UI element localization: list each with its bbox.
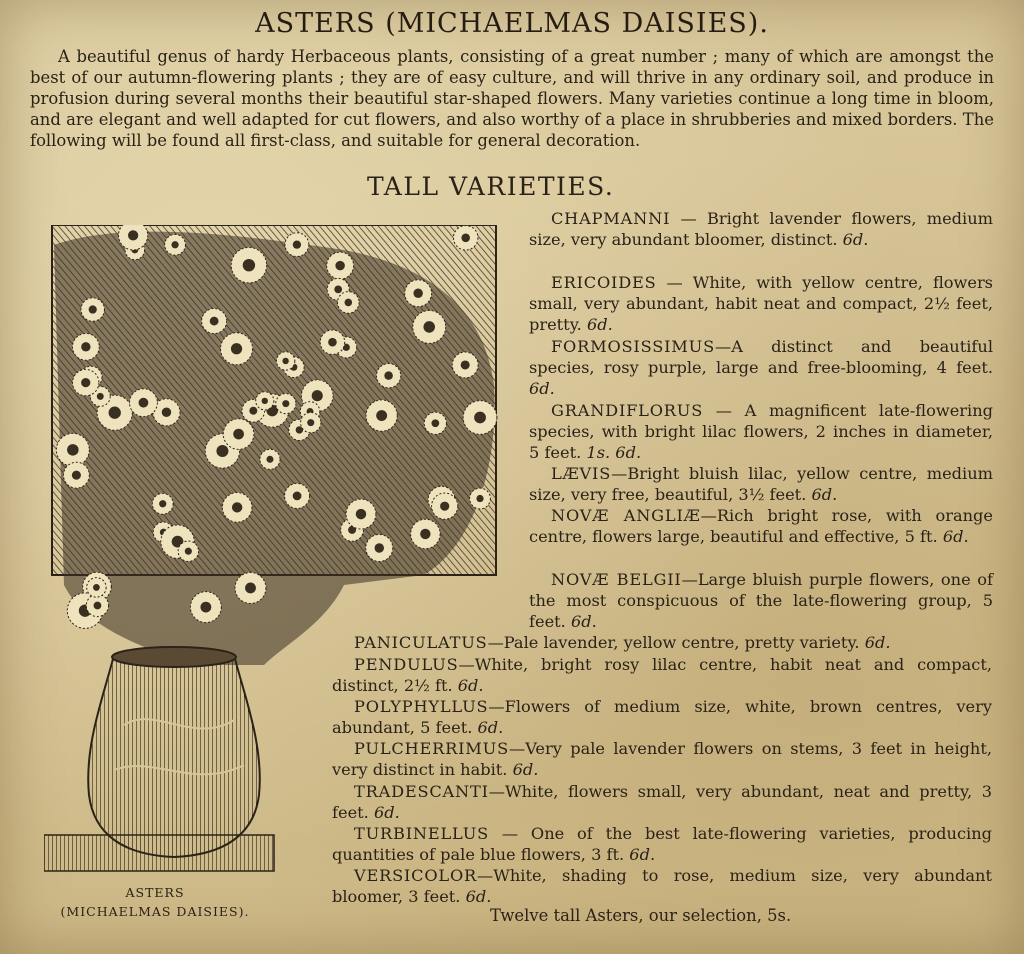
variety-description: — A magnificent late-flowering species, with bright lilac flowers, 2 inches in diameter, 5 feet. <box>529 401 993 463</box>
daisy-icon <box>223 419 254 450</box>
daisy-icon <box>405 280 432 307</box>
variety-name: PANICULATUS <box>354 633 488 652</box>
variety-entry <box>529 272 993 336</box>
variety-entry <box>332 696 992 738</box>
daisy-icon <box>276 394 296 414</box>
daisy-icon <box>376 364 400 388</box>
daisy-icon <box>72 333 99 360</box>
daisy-icon <box>432 493 458 519</box>
variety-price: 6d. <box>512 760 539 780</box>
variety-entry <box>332 823 992 865</box>
daisy-icon <box>202 309 227 334</box>
variety-price: 6d. <box>529 379 555 399</box>
variety-description: —Pale lavender, yellow centre, pretty variety. <box>487 633 865 652</box>
daisy-icon <box>453 226 477 250</box>
intro-paragraph: A beautiful genus of hardy Herbaceous plants, consisting of a great number ; many of which are amongst the best of our autumn-flowering plants ; they are of easy culture, and will thrive in any ordinary soil, and produce in profusion during several months their beautiful star-shaped flowers. Many varieties continue a long time in bloom, and are elegant and well adapted for cut flowers, and also worthy of a place in shrubberies and mixed borders. The following will be found all first-class, and suitable for general decoration. <box>30 47 994 150</box>
variety-price: 6d. <box>570 612 597 632</box>
variety-name: ERICOIDES <box>551 273 657 292</box>
variety-name: NOVÆ BELGII <box>551 570 682 589</box>
variety-entry <box>332 654 992 696</box>
variety-description: —White, bright rosy lilac centre, habit neat and compact, distinct, 2½ ft. <box>332 655 992 696</box>
caption-line-1: ASTERS <box>125 885 185 900</box>
variety-entry <box>529 463 993 505</box>
variety-price: 6d. <box>477 718 504 738</box>
daisy-icon <box>276 352 294 370</box>
variety-description: — White, with yellow centre, flowers small, very abundant, habit neat and compact, 2½ feet, pretty. <box>529 273 993 335</box>
variety-description: — Bright lavender flowers, medium size, very abundant bloomer, distinct. <box>529 209 993 250</box>
daisy-icon <box>165 234 186 255</box>
daisy-icon <box>190 592 221 623</box>
variety-price: 6d. <box>864 633 891 652</box>
daisy-icon <box>413 310 446 343</box>
variety-name: GRANDIFLORUS <box>551 401 704 420</box>
daisy-icon <box>338 292 360 314</box>
variety-entry <box>529 336 993 400</box>
variety-description: —A distinct and beautiful species, rosy purple, large and free-blooming, 4 feet. <box>529 337 993 378</box>
daisy-icon <box>452 352 478 378</box>
variety-name: TURBINELLUS <box>354 824 490 843</box>
variety-price: 1s. 6d. <box>586 443 642 463</box>
variety-entry <box>529 505 993 547</box>
caption-line-2: (MICHAELMAS DAISIES). <box>60 904 250 919</box>
daisy-icon <box>87 578 106 597</box>
daisy-icon <box>231 247 267 283</box>
variety-price: 6d. <box>811 485 838 505</box>
variety-price: 6d. <box>586 315 613 335</box>
daisy-icon <box>152 493 173 514</box>
variety-price: 6d. <box>942 527 969 547</box>
variety-price: 6d. <box>465 887 492 907</box>
variety-name: CHAPMANNI <box>551 209 671 228</box>
variety-name: FORMOSISSIMUS <box>551 337 716 356</box>
page-title: ASTERS (MICHAELMAS DAISIES). <box>255 8 769 39</box>
daisy-icon <box>411 519 441 549</box>
daisy-icon <box>463 401 497 435</box>
variety-description: —Very pale lavender flowers on stems, 3 feet in height, very distinct in habit. <box>332 739 992 780</box>
variety-entry <box>332 738 992 780</box>
variety-description: —Bright bluish lilac, yellow centre, medium size, very free, beautiful, 3½ feet. <box>529 464 993 505</box>
daisy-icon <box>346 499 376 529</box>
daisy-icon <box>366 400 397 431</box>
daisy-icon <box>222 493 252 523</box>
daisy-icon <box>235 572 266 603</box>
variety-entry <box>332 781 992 823</box>
daisy-icon <box>56 433 89 466</box>
variety-description: —Rich bright rose, with orange centre, flowers large, beautiful and effective, 5 ft. <box>529 506 993 547</box>
variety-description: — One of the best late-flowering varieties, producing quantities of pale blue flowers, 3 ft. <box>332 824 992 865</box>
variety-name: TRADESCANTI <box>354 782 489 801</box>
daisy-icon <box>285 233 309 257</box>
variety-name: NOVÆ ANGLIÆ <box>551 506 701 525</box>
daisy-icon <box>256 392 274 410</box>
daisy-icon <box>424 412 446 434</box>
daisy-icon <box>81 298 104 321</box>
variety-name: PULCHERRIMUS <box>354 739 509 758</box>
daisy-icon <box>301 413 321 433</box>
daisy-icon <box>63 462 89 488</box>
variety-entry <box>529 208 993 250</box>
variety-description: —White, flowers small, very abundant, neat and pretty, 3 feet. <box>332 782 992 823</box>
variety-name: POLYPHYLLUS <box>354 697 489 716</box>
variety-description: —Large bluish purple flowers, one of the most conspicuous of the late-flowering group, 5 feet. <box>529 570 994 632</box>
daisy-icon <box>470 488 491 509</box>
daisy-icon <box>129 389 157 417</box>
variety-name: VERSICOLOR <box>354 866 478 885</box>
daisy-icon <box>327 252 354 279</box>
daisy-icon <box>320 330 344 354</box>
variety-price: 6d. <box>842 230 869 250</box>
variety-name: LÆVIS <box>551 464 612 483</box>
daisy-icon <box>73 369 99 395</box>
variety-price: 6d. <box>373 803 400 823</box>
variety-description: —White, shading to rose, medium size, very abundant bloomer, 3 feet. <box>332 866 992 907</box>
daisy-icon <box>260 449 280 469</box>
variety-name: PENDULUS <box>354 655 459 674</box>
variety-entry <box>529 569 993 633</box>
section-heading: TALL VARIETIES. <box>367 172 615 201</box>
daisy-icon <box>285 483 310 508</box>
daisy-icon <box>221 333 253 365</box>
closing-offer: Twelve tall Asters, our selection, 5s. <box>490 906 792 925</box>
variety-price: 6d. <box>457 676 484 696</box>
variety-entry <box>529 400 993 464</box>
daisy-icon <box>86 594 108 616</box>
variety-description: —Flowers of medium size, white, brown centres, very abundant, 5 feet. <box>332 697 992 738</box>
variety-price: 6d. <box>629 845 656 865</box>
illustration-caption <box>30 883 280 921</box>
daisy-icon <box>366 534 393 561</box>
daisy-icon <box>178 541 198 561</box>
variety-entry <box>332 865 992 907</box>
variety-entry <box>332 632 992 653</box>
